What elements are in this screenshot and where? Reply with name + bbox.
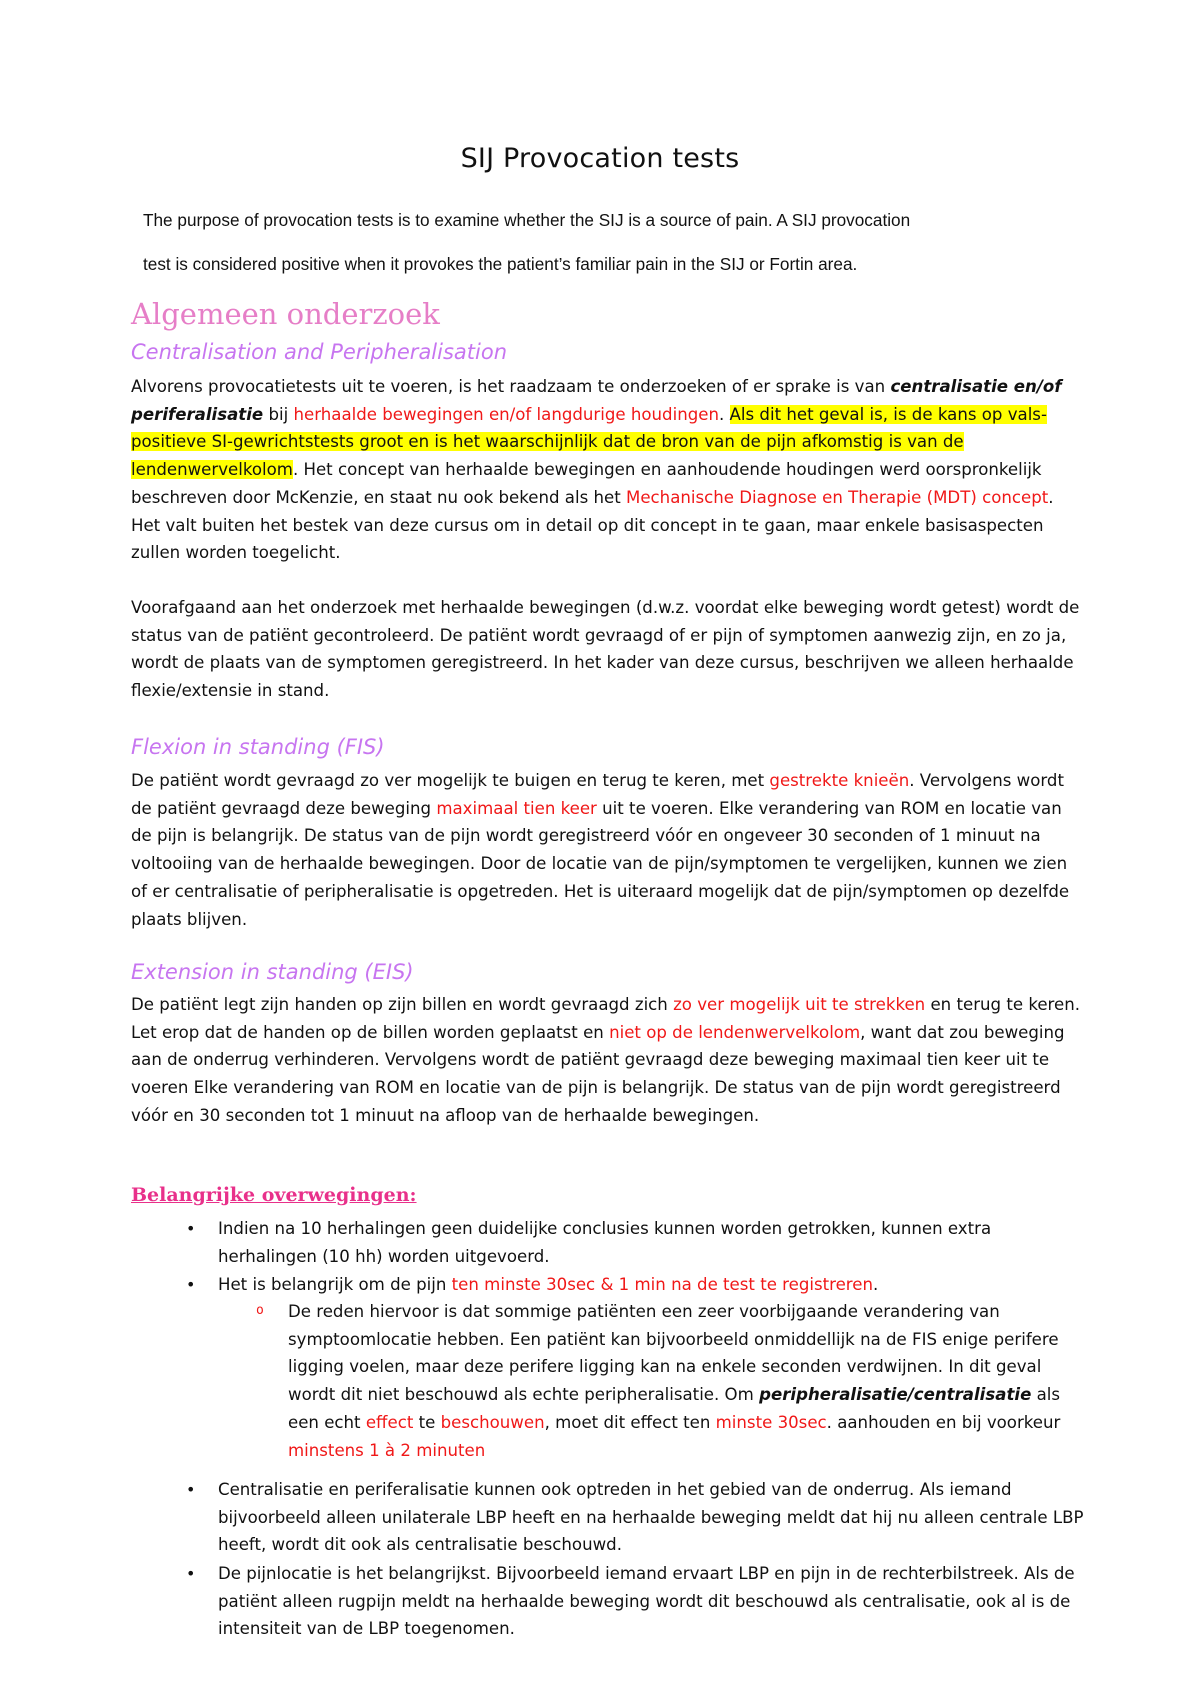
- red-text: zo ver mogelijk uit te strekken: [673, 995, 926, 1014]
- bullet-icon: •: [186, 1480, 196, 1499]
- emphasis-centralisatie: centralisatie en/of periferalisatie: [131, 377, 1062, 424]
- heading-eis: Extension in standing (EIS): [131, 960, 414, 984]
- heading-algemeen-onderzoek: Algemeen onderzoek: [131, 297, 440, 331]
- paragraph-fis: De patiënt wordt gevraagd zo ver mogelijk te buigen en terug te keren, met gestrekte knieën. Vervolgens wordt de patiënt gevraagd deze beweging maximaal tien keer uit te voeren. Elke verandering van ROM en locatie van de pijn is belangrijk. De status van de pijn wordt geregistreerd vóór en ongeveer 30 seconden of 1 minuut na voltooiing van de herhaalde bewegingen. Door de locatie van de pijn/symptomen te vergelijken, kunnen we zien of er centralisatie of peripheralisatie is opgetreden. Het is uiteraard mogelijk dat de pijn/symptomen op dezelfde plaats blijven.: [131, 771, 1070, 929]
- list-item-2: Het is belangrijk om de pijn ten minste 30sec & 1 min na de test te registreren.: [218, 1275, 879, 1294]
- sub-list-item-1: De reden hiervoor is dat sommige patiënten een zeer voorbijgaande verandering van symptoomlocatie hebben. Een patiënt kan bijvoorbeeld onmiddellijk na de FIS enige perifere ligging voelen, maar deze perifere ligging kan na enkele seconden verdwijnen. In dit geval wordt dit niet beschouwd als echte peripheralisatie. Om peripheralisatie/centralisatie als een echt effect te beschouwen, moet dit effect ten minste 30sec. aanhouden en bij voorkeur minstens 1 à 2 minuten: [288, 1302, 1061, 1460]
- red-text: ten minste 30sec & 1 min na de test te registreren: [451, 1275, 873, 1294]
- heading-belangrijke-overwegingen: Belangrijke overwegingen:: [131, 1184, 417, 1206]
- list-item-1: Indien na 10 herhalingen geen duidelijke conclusies kunnen worden getrokken, kunnen extra herhalingen (10 hh) worden uitgevoerd.: [218, 1219, 992, 1266]
- document-title: SIJ Provocation tests: [460, 143, 740, 174]
- bullet-icon: •: [186, 1275, 196, 1294]
- bullet-icon: •: [186, 1219, 196, 1238]
- paragraph-eis: De patiënt legt zijn handen op zijn billen en wordt gevraagd zich zo ver mogelijk uit te strekken en terug te keren. Let erop dat de handen op de billen worden geplaatst en niet op de lendenwervelkolom, want dat zou beweging aan de onderrug verhinderen. Vervolgens wordt de patiënt gevraagd deze beweging maximaal tien keer uit te voeren Elke verandering van ROM en locatie van de pijn is belangrijk. De status van de pijn wordt geregistreerd vóór en 30 seconden tot 1 minuut na afloop van de herhaalde bewegingen.: [131, 995, 1081, 1125]
- red-text: herhaalde bewegingen en/of langdurige houdingen: [293, 404, 719, 424]
- red-text: minste 30sec: [715, 1412, 827, 1432]
- intro-line-1: The purpose of provocation tests is to examine whether the SIJ is a source of pain. A SIJ provocation: [143, 210, 911, 230]
- list-item-3: Centralisatie en periferalisatie kunnen ook optreden in het gebied van de onderrug. Als iemand bijvoorbeeld alleen unilaterale LBP heeft en na herhaalde beweging meldt dat hij nu alleen centrale LBP heeft, wordt dit ook als centralisatie beschouwd.: [218, 1480, 1084, 1555]
- red-text: beschouwen: [440, 1412, 545, 1432]
- heading-fis: Flexion in standing (FIS): [131, 735, 385, 759]
- red-text: gestrekte knieën: [769, 771, 910, 790]
- highlighted-text: Als dit het geval is, is de kans op vals-positieve SI-gewrichtstests groot en is het waarschijnlijk dat de bron van de pijn afkomstig is van de lendenwervelkolom: [131, 404, 1047, 480]
- paragraph-centralisation: Alvorens provocatietests uit te voeren, is het raadzaam te onderzoeken of er sprake is van centralisatie en/of periferalisatie bij herhaalde bewegingen en/of langdurige houdingen. Als dit het geval is, is de kans op vals-positieve SI-gewrichtstests groot en is het waarschijnlijk dat de bron van de pijn afkomstig is van de lendenwervelkolom. Het concept van herhaalde bewegingen en aanhoudende houdingen werd oorspronkelijk beschreven door McKenzie, en staat nu ook bekend als het Mechanische Diagnose en Therapie (MDT) concept. Het valt buiten het bestek van deze cursus om in detail op dit concept in te gaan, maar enkele basisaspecten zullen worden toegelicht.: [131, 377, 1062, 563]
- emphasis-peripheralisatie: peripheralisatie/centralisatie: [759, 1385, 1032, 1405]
- paragraph-status: Voorafgaand aan het onderzoek met herhaalde bewegingen (d.w.z. voordat elke beweging wordt getest) wordt de status van de patiënt gecontroleerd. De patiënt wordt gevraagd of er pijn of symptomen aanwezig zijn, en zo ja, wordt de plaats van de symptomen geregistreerd. In het kader van deze cursus, beschrijven we alleen herhaalde flexie/extensie in stand.: [131, 598, 1080, 701]
- red-text: Mechanische Diagnose en Therapie (MDT) concept: [626, 487, 1049, 507]
- red-text: maximaal tien keer: [436, 798, 597, 818]
- sub-bullet-icon: o: [256, 1303, 264, 1318]
- bullet-icon: •: [186, 1564, 196, 1583]
- intro-paragraph: [143, 198, 1083, 286]
- heading-centralisation: Centralisation and Peripheralisation: [131, 340, 508, 364]
- list-item-4: De pijnlocatie is het belangrijkst. Bijvoorbeeld iemand ervaart LBP en pijn in de rechterbilstreek. Als de patiënt alleen rugpijn meldt na herhaalde beweging wordt dit beschouwd als centralisatie, ook al is de intensiteit van de LBP toegenomen.: [218, 1564, 1075, 1639]
- red-text: niet op de lendenwervelkolom: [609, 1022, 861, 1042]
- intro-line-2: test is considered positive when it provokes the patient’s familiar pain in the SIJ or Fortin area.: [143, 254, 858, 274]
- red-text: minstens 1 à 2 minuten: [288, 1440, 486, 1460]
- red-text: effect: [365, 1412, 414, 1432]
